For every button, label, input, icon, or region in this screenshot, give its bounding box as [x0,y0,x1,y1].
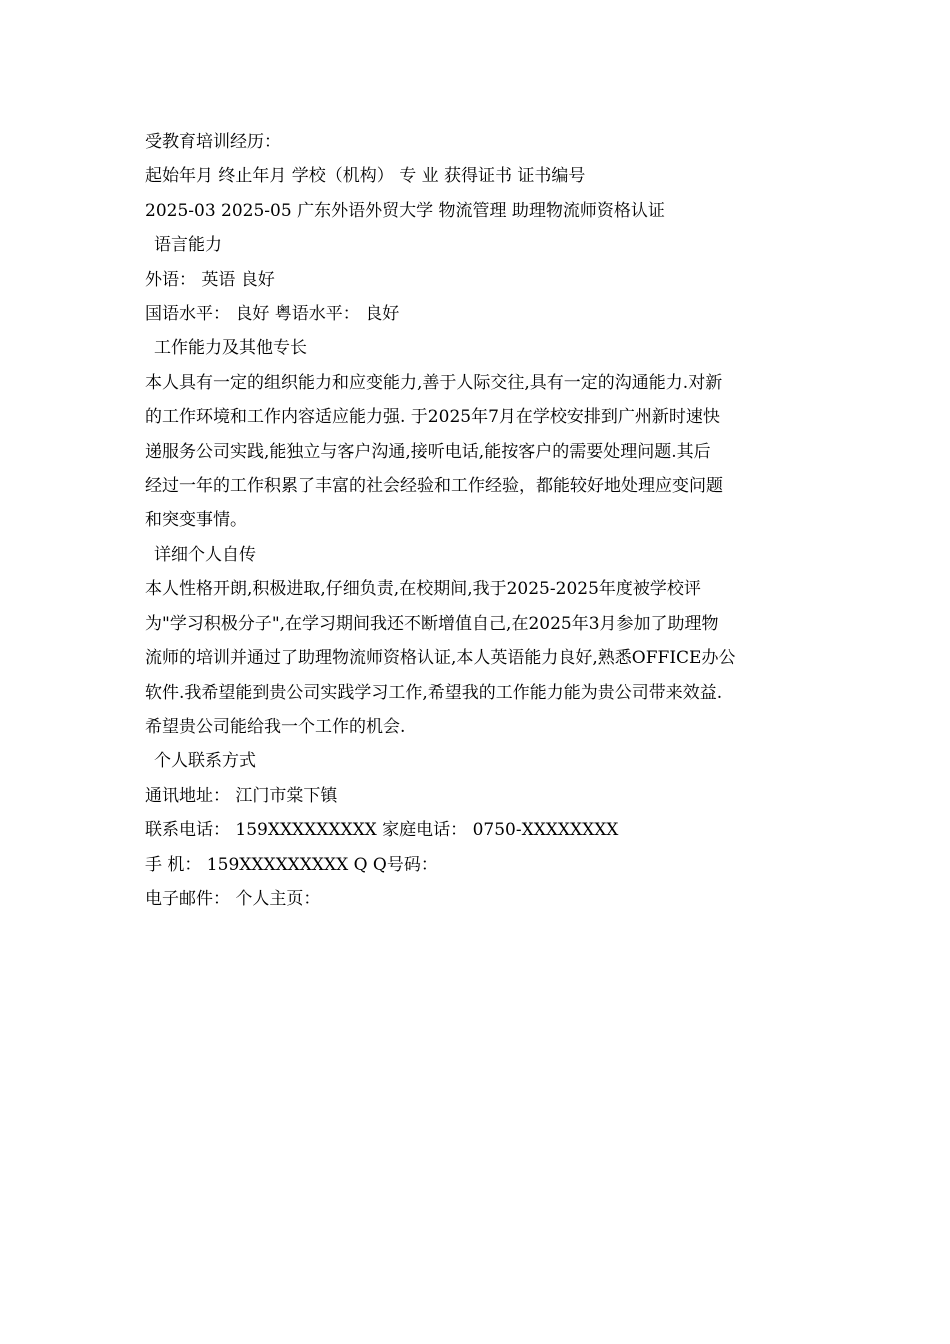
skills-line: 经过一年的工作积累了丰富的社会经验和工作经验，都能较好地处理应变问题 [145,476,723,497]
skills-line: 本人具有一定的组织能力和应变能力,善于人际交往,具有一定的沟通能力.对新 [145,372,723,393]
bio-line: 软件.我希望能到贵公司实践学习工作,希望我的工作能力能为贵公司带来效益. [145,682,723,703]
skills-line: 的工作环境和工作内容适应能力强. 于2025年7月在学校安排到广州新时速快 [145,407,720,428]
contact-address: 通讯地址： 江门市棠下镇 [145,785,338,806]
education-entry-row: 2025-03 2025-05 广东外语外贸大学 物流管理 助理物流师资格认证 [145,200,665,221]
education-header-row: 起始年月 终止年月 学校（机构） 专 业 获得证书 证书编号 [145,166,586,187]
resume-content [145,125,815,916]
education-title: 受教育培训经历： [145,132,281,152]
bio-line: 为"学习积极分子",在学习期间我还不断增值自己,在2025年3月参加了助理物 [145,613,719,634]
skills-line: 和突变事情。 [145,510,247,531]
skills-heading: 工作能力及其他专长 [154,338,307,359]
contact-heading: 个人联系方式 [154,751,256,772]
bio-heading: 详细个人自传 [154,544,256,565]
language-heading: 语言能力 [154,235,222,256]
language-dialects: 国语水平： 良好 粤语水平： 良好 [145,304,400,325]
language-foreign: 外语： 英语 良好 [145,269,275,290]
contact-phones: 联系电话： 159XXXXXXXXX 家庭电话： 0750-XXXXXXXX [145,820,619,841]
contact-email: 电子邮件： 个人主页： [145,888,321,909]
contact-mobile: 手 机： 159XXXXXXXXX Q Q号码： [145,854,438,875]
bio-line: 希望贵公司能给我一个工作的机会. [145,716,406,737]
bio-line: 本人性格开朗,积极进取,仔细负责,在校期间,我于2025-2025年度被学校评 [145,579,701,600]
bio-line: 流师的培训并通过了助理物流师资格认证,本人英语能力良好,熟悉OFFICE办公 [145,648,736,669]
skills-line: 递服务公司实践,能独立与客户沟通,接听电话,能按客户的需要处理问题.其后 [145,441,711,462]
